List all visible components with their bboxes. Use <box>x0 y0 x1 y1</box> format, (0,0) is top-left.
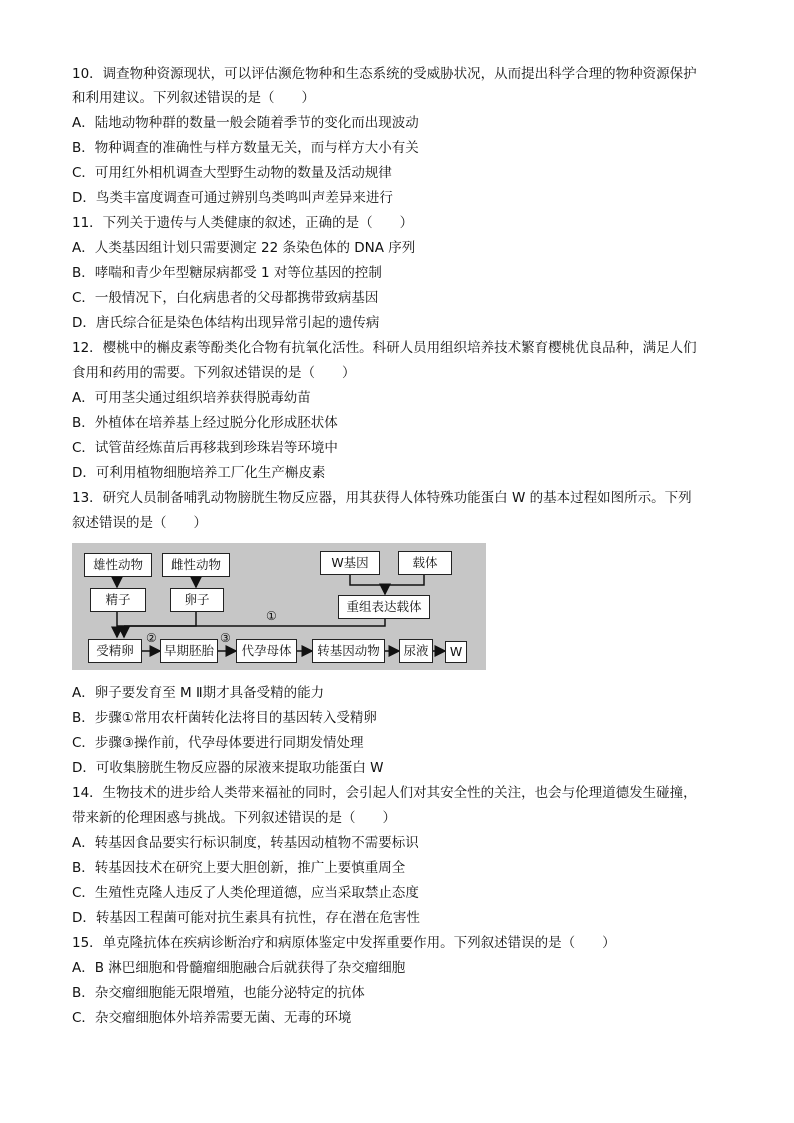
box-vector: 载体 <box>398 551 452 575</box>
q10-option-d: D．鸟类丰富度调查可通过辨别鸟类鸣叫声差异来进行 <box>72 190 393 206</box>
box-recombinant-vector: 重组表达载体 <box>338 595 430 619</box>
q10-stem-line1: 10．调查物种资源现状，可以评估濒危物种和生态系统的受威胁状况，从而提出科学合理的物种资源保护 <box>72 66 697 82</box>
q12-stem-line2: 食用和药用的需要。下列叙述错误的是（ ） <box>72 365 356 381</box>
q14-stem-line1: 14．生物技术的进步给人类带来福祉的同时，会引起人们对其安全性的关注，也会与伦理道德发生碰撞， <box>72 785 697 801</box>
box-transgenic-animal: 转基因动物 <box>312 639 385 663</box>
q12-option-d: D．可利用植物细胞培养工厂化生产槲皮素 <box>72 465 326 481</box>
box-surrogate-mother: 代孕母体 <box>236 639 297 663</box>
box-sperm: 精子 <box>90 588 146 612</box>
q15-option-a: A．B 淋巴细胞和骨髓瘤细胞融合后就获得了杂交瘤细胞 <box>72 960 406 976</box>
q10-option-b: B．物种调查的准确性与样方数量无关，而与样方大小有关 <box>72 140 419 156</box>
q11-option-b: B．哮喘和青少年型糖尿病都受 1 对等位基因的控制 <box>72 265 382 281</box>
q13-option-c: C．步骤③操作前，代孕母体要进行同期发情处理 <box>72 735 364 751</box>
q15-option-c: C．杂交瘤细胞体外培养需要无菌、无毒的环境 <box>72 1010 352 1026</box>
q14-option-b: B．转基因技术在研究上要大胆创新，推广上要慎重周全 <box>72 860 406 876</box>
q14-option-d: D．转基因工程菌可能对抗生素具有抗性，存在潜在危害性 <box>72 910 420 926</box>
q13-option-d: D．可收集膀胱生物反应器的尿液来提取功能蛋白 W <box>72 760 384 776</box>
box-egg: 卵子 <box>170 588 224 612</box>
q12-stem-line1: 12．樱桃中的槲皮素等酚类化合物有抗氧化活性。科研人员用组织培养技术繁育樱桃优良品种，满足人们 <box>72 340 697 356</box>
q12-option-c: C．试管苗经炼苗后再移栽到珍珠岩等环境中 <box>72 440 338 456</box>
q14-stem-line2: 带来新的伦理困惑与挑战。下列叙述错误的是（ ） <box>72 810 396 826</box>
q12-option-a: A．可用茎尖通过组织培养获得脱毒幼苗 <box>72 390 311 406</box>
q11-option-c: C．一般情况下，白化病患者的父母都携带致病基因 <box>72 290 379 306</box>
box-urine: 尿液 <box>399 639 433 663</box>
q10-stem-line2: 和利用建议。下列叙述错误的是（ ） <box>72 90 315 106</box>
q13-stem-line2: 叙述错误的是（ ） <box>72 515 207 531</box>
box-early-embryo: 早期胚胎 <box>160 639 218 663</box>
box-zygote: 受精卵 <box>88 639 142 663</box>
step-1-label: ① <box>266 609 277 623</box>
q12-option-b: B．外植体在培养基上经过脱分化形成胚状体 <box>72 415 338 431</box>
box-male-animal: 雄性动物 <box>84 553 152 577</box>
box-w-gene: W基因 <box>320 551 380 575</box>
box-female-animal: 雌性动物 <box>162 553 230 577</box>
box-w-product: W <box>445 641 467 663</box>
q13-option-b: B．步骤①常用农杆菌转化法将目的基因转入受精卵 <box>72 710 377 726</box>
q10-option-c: C．可用红外相机调查大型野生动物的数量及活动规律 <box>72 165 392 181</box>
step-3-label: ③ <box>220 631 231 645</box>
q14-option-c: C．生殖性克隆人违反了人类伦理道德，应当采取禁止态度 <box>72 885 419 901</box>
q10-option-a: A．陆地动物种群的数量一般会随着季节的变化而出现波动 <box>72 115 419 131</box>
q15-option-b: B．杂交瘤细胞能无限增殖，也能分泌特定的抗体 <box>72 985 365 1001</box>
q11-option-a: A．人类基因组计划只需要测定 22 条染色体的 DNA 序列 <box>72 240 416 256</box>
process-diagram <box>72 543 486 670</box>
q13-stem-line1: 13．研究人员制备哺乳动物膀胱生物反应器，用其获得人体特殊功能蛋白 W 的基本过程如图所示。下列 <box>72 490 692 506</box>
q15-stem: 15．单克隆抗体在疾病诊断治疗和病原体鉴定中发挥重要作用。下列叙述错误的是（ ） <box>72 935 616 951</box>
q11-option-d: D．唐氏综合征是染色体结构出现异常引起的遗传病 <box>72 315 380 331</box>
q13-option-a: A．卵子要发育至 M Ⅱ期才具备受精的能力 <box>72 685 325 701</box>
q14-option-a: A．转基因食品要实行标识制度，转基因动植物不需要标识 <box>72 835 419 851</box>
step-2-label: ② <box>146 631 157 645</box>
q11-stem: 11．下列关于遗传与人类健康的叙述，正确的是（ ） <box>72 215 414 231</box>
